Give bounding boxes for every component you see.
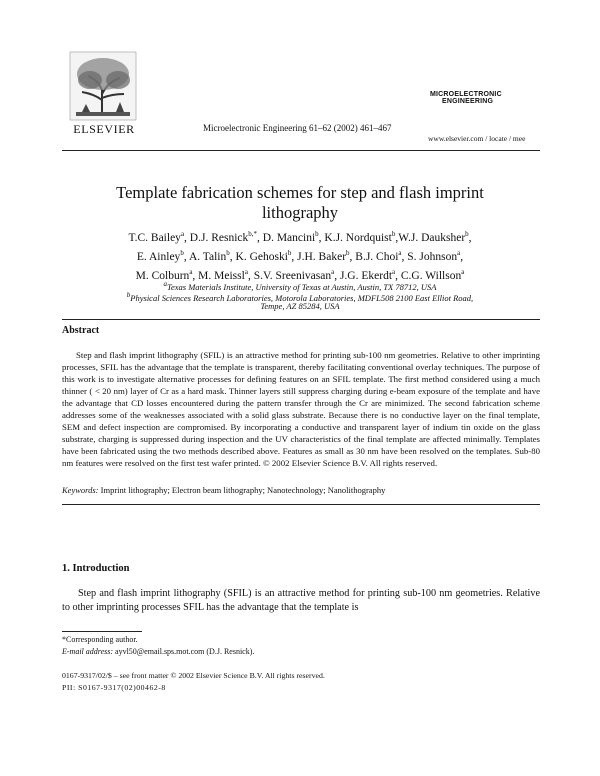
author-name: E. Ainley xyxy=(136,250,181,263)
author-name: B.J. Choi xyxy=(355,250,399,263)
author-affiliation-marker: b xyxy=(180,248,184,257)
author-name: J.H. Baker xyxy=(297,250,347,263)
abstract-text: Step and flash imprint lithography (SFIL) is an attractive method for printing sub-100 nm geometries. Relative to other imprinting processes, SFIL has the advantage that the template is transparent, thereby facilitating conventional overlay techniques. The purpose of this work is to investigate alternative processes for defining features on an SFIL template. The first method considered using a much thinner ( < 20 nm) layer of Cr as a hard mask. Thinner layers still suppress charging during e-beam exposure of the template and have the advantage that CD losses encountered during the pattern transfer through the Cr are minimized. The second fabrication scheme addresses some of the weaknesses associated with a solid glass substrate. Because there is no conductive layer on the final template, SEM and defect inspection are compromised. By incorporating a conductive and transparent layer of indium tin oxide on the glass substrate, charging is suppressed during inspection and the UV characteristics of the final template are affected minimally. Templates have been fabricated using the two methods described above. Features as small as 30 nm have been resolved on the templates. Sub-80 nm features were resolved on the first test wafer printed. © 2002 Elsevier Science B.V. All rights reserved. xyxy=(62,350,540,468)
author-affiliation-marker: b xyxy=(287,248,292,257)
abstract-heading: Abstract xyxy=(62,325,100,336)
author-name: Dauksher xyxy=(421,231,466,244)
author-affiliation-marker: a xyxy=(331,267,335,276)
author-name: D.J. Resnick xyxy=(189,231,249,244)
author-list: T.C. Bailey$^a$, D.J. Resnick$^{b,*}$, D. Mancini$^b$, K.J. Nordquist$^b$,W.J. Dauksher$^b$, E. Ainley$^b$, A. Talin$^b$, K. Gehoski$^b$, J.H. Baker$^b$, B.J. Choi$^a$, S. Johnson$^a$, M. Colburn$^a$, M. Meissl$^a$, S.V. Sreenivasan$^a$, J.G. Ekerdt$^a$, C.G. Willson$^a$ xyxy=(128,230,472,282)
author-affiliation-marker: a xyxy=(244,267,248,276)
author-name: K. Gehoski xyxy=(235,250,288,263)
section-heading-introduction: 1. Introduction xyxy=(62,563,130,574)
author-name: D. Mancini xyxy=(262,231,316,244)
author-affiliation-marker: b xyxy=(465,230,469,238)
author-affiliation-marker: b xyxy=(391,230,396,238)
author-name: J.G. Ekerdt xyxy=(339,269,393,282)
affiliation-b-line2: Tempe, AZ 85284, USA xyxy=(260,301,340,311)
article-title xyxy=(80,183,520,223)
keywords-list: Imprint lithography; Electron beam lithography; Nanotechnology; Nanolithography xyxy=(100,485,386,495)
email-address[interactable]: ayvl50@email.sps.mot.com (D.J. Resnick). xyxy=(115,647,255,656)
author-affiliation-marker: a xyxy=(398,248,402,257)
keywords-label: Keywords: xyxy=(62,485,99,495)
elsevier-tree-logo xyxy=(68,50,138,122)
author-affiliation-marker: a xyxy=(457,248,461,257)
journal-url[interactable]: www.elsevier.com / locate / mee xyxy=(428,134,526,143)
author-name: S.V. Sreenivasan xyxy=(253,269,332,282)
corresponding-author-note: *Corresponding author. xyxy=(62,635,138,644)
affiliation-b-marker: b xyxy=(126,291,131,299)
author-name: T.C. Bailey xyxy=(128,231,181,244)
masthead-line1: MICROELECTRONIC xyxy=(430,91,502,98)
author-affiliation-marker: a xyxy=(189,267,193,276)
email-note xyxy=(62,647,254,656)
author-affiliation-marker: a xyxy=(461,267,465,276)
affiliation-b-text: Physical Sciences Research Laboratories, Motorola Laboratories, MDFL508 2100 East Elliot Road, xyxy=(130,292,474,303)
publisher-name: ELSEVIER xyxy=(73,122,135,136)
author-affiliation-marker: b xyxy=(226,248,230,257)
author-name: M. Colburn xyxy=(135,269,190,282)
pii-line: PII: S0167-9317(02)00462-8 xyxy=(62,683,166,692)
abstract-rule xyxy=(62,319,540,320)
author-affiliation-marker: b xyxy=(346,248,350,257)
masthead-line2: ENGINEERING xyxy=(442,98,494,105)
author-name: C.G. Willson xyxy=(400,269,462,282)
keywords-rule xyxy=(62,504,540,505)
title-line1: Template fabrication schemes for step and flash imprint xyxy=(116,183,484,202)
journal-masthead xyxy=(430,91,502,105)
author-affiliation-marker: b,* xyxy=(248,230,258,238)
author-affiliation-marker: a xyxy=(180,230,185,238)
email-label: E-mail address: xyxy=(62,647,114,656)
journal-citation: Microelectronic Engineering 61–62 (2002) 461–467 xyxy=(203,123,392,133)
author-name: M. Meissl xyxy=(198,269,245,282)
title-line2: lithography xyxy=(261,203,339,222)
footnote-rule xyxy=(62,631,142,632)
author-name: S. Johnson xyxy=(407,250,458,263)
author-affiliation-marker: a xyxy=(392,267,396,276)
introduction-text: Step and flash imprint lithography (SFIL) is an attractive method for printing sub-100 nm geometries. Relative to other imprinting processes SFIL has the advantage that the template is xyxy=(62,588,540,613)
author-name: K.J. Nordquist xyxy=(324,231,392,244)
keywords xyxy=(62,485,540,495)
author-affiliation-marker: b xyxy=(315,230,319,238)
affiliation-a-marker: a xyxy=(163,280,168,288)
header-rule xyxy=(62,150,540,151)
issn-line: 0167-9317/02/$ – see front matter © 2002 Elsevier Science B.V. All rights reserved. xyxy=(62,671,325,680)
author-name: A. Talin xyxy=(188,250,227,263)
affiliation-a-text: Texas Materials Institute, University of Texas at Austin, Austin, TX 78712, USA xyxy=(167,281,437,292)
